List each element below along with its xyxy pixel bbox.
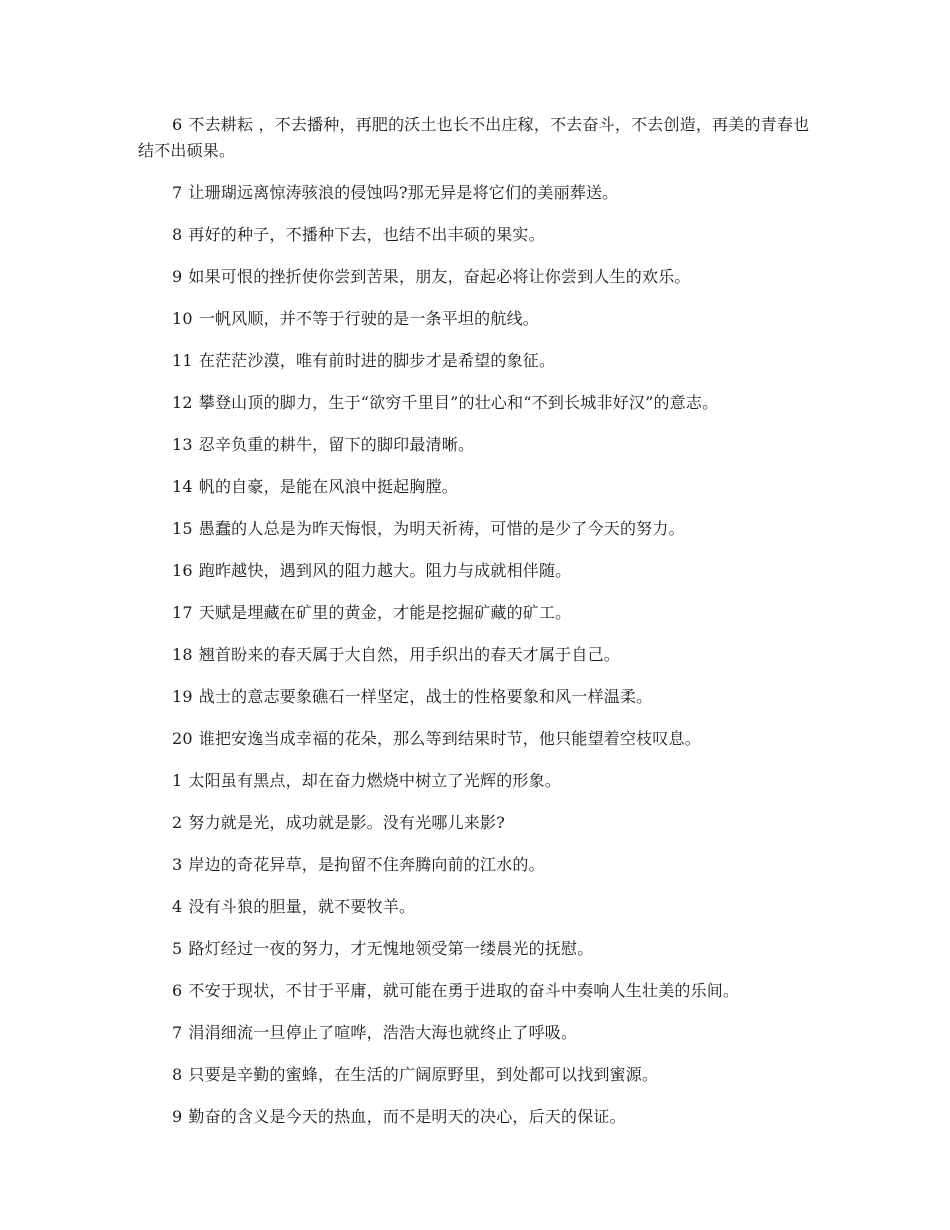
quote-text: 忍辛负重的耕牛，留下的脚印最清晰。: [198, 435, 475, 454]
quote-text: 不安于现状，不甘于平庸，就可能在勇于进取的奋斗中奏响人生壮美的乐间。: [188, 981, 740, 1000]
quote-text: 谁把安逸当成幸福的花朵，那么等到结果时节，他只能望着空枝叹息。: [198, 729, 701, 748]
quote-number: 7: [172, 1023, 183, 1042]
quote-text: 翘首盼来的春天属于大自然，用手织出的春天才属于自己。: [198, 645, 620, 664]
quote-paragraph: [138, 348, 818, 374]
quote-text: 不去耕耘 ，不去播种，再肥的沃土也长不出庄稼，不去奋斗，不去创造，再美的青春也结不出硕果。: [138, 115, 810, 160]
quote-paragraph: [138, 894, 818, 920]
quote-text: 让珊瑚远离惊涛骇浪的侵蚀吗?那无异是将它们的美丽葬送。: [188, 183, 619, 202]
quote-paragraph: [138, 768, 818, 794]
quote-text: 太阳虽有黑点，却在奋力燃烧中树立了光辉的形象。: [188, 771, 561, 790]
quote-number: 4: [172, 897, 183, 916]
quote-number: 9: [172, 267, 183, 286]
quote-paragraph: [138, 180, 818, 206]
quote-paragraph: [138, 1104, 818, 1130]
quote-paragraph: [138, 264, 818, 290]
quote-text: 没有斗狼的胆量，就不要牧羊。: [188, 897, 416, 916]
quote-number: 5: [172, 939, 183, 958]
quote-paragraph: [138, 936, 818, 962]
quote-number: 20: [172, 729, 193, 748]
quote-text: 愚蠢的人总是为昨天悔恨，为明天祈祷，可惜的是少了今天的努力。: [198, 519, 685, 538]
quote-paragraph: [138, 978, 818, 1004]
quote-number: 8: [172, 225, 183, 244]
quote-number: 13: [172, 435, 193, 454]
quote-text: 再好的种子，不播种下去，也结不出丰硕的果实。: [188, 225, 545, 244]
quote-paragraph: [138, 642, 818, 668]
quote-number: 8: [172, 1065, 183, 1084]
quote-text: 战士的意志要象礁石一样坚定，战士的性格要象和风一样温柔。: [198, 687, 653, 706]
quote-number: 14: [172, 477, 193, 496]
quote-text: 天赋是埋藏在矿里的黄金，才能是挖掘矿藏的矿工。: [198, 603, 572, 622]
quote-text: 如果可恨的挫折使你尝到苦果，朋友，奋起必将让你尝到人生的欢乐。: [188, 267, 691, 286]
quote-paragraph: [138, 852, 818, 878]
quote-paragraph: [138, 112, 818, 164]
quote-paragraph: [138, 474, 818, 500]
quote-paragraph: [138, 810, 818, 836]
quote-number: 1: [172, 771, 183, 790]
quote-number: 6: [172, 115, 183, 134]
quote-paragraph: [138, 558, 818, 584]
quote-paragraph: [138, 222, 818, 248]
quote-number: 6: [172, 981, 183, 1000]
quote-paragraph: [138, 1020, 818, 1046]
quote-paragraph: [138, 390, 818, 416]
quote-text: 岸边的奇花异草，是拘留不住奔腾向前的江水的。: [188, 855, 545, 874]
quote-number: 18: [172, 645, 193, 664]
quote-paragraph: [138, 600, 818, 626]
quote-number: 19: [172, 687, 193, 706]
quote-number: 3: [172, 855, 183, 874]
quote-text: 一帆风顺，并不等于行驶的是一条平坦的航线。: [198, 309, 539, 328]
quote-paragraph: [138, 684, 818, 710]
quote-text: 勤奋的含义是今天的热血，而不是明天的决心，后天的保证。: [188, 1107, 626, 1126]
quote-text: 努力就是光，成功就是影。没有光哪儿来影?: [188, 813, 505, 832]
quote-number: 9: [172, 1107, 183, 1126]
quote-number: 15: [172, 519, 193, 538]
quote-text: 攀登山顶的脚力，生于“欲穷千里目”的壮心和“不到长城非好汉”的意志。: [198, 393, 719, 412]
quote-paragraph: [138, 432, 818, 458]
quote-number: 10: [172, 309, 193, 328]
quote-paragraph: [138, 516, 818, 542]
quote-number: 17: [172, 603, 193, 622]
quote-number: 16: [172, 561, 193, 580]
document-body: [138, 112, 818, 1146]
quote-text: 只要是辛勤的蜜蜂，在生活的广阔原野里，到处都可以找到蜜源。: [188, 1065, 659, 1084]
quote-text: 在茫茫沙漠，唯有前时进的脚步才是希望的象征。: [198, 351, 556, 370]
quote-text: 路灯经过一夜的努力，才无愧地领受第一缕晨光的抚慰。: [188, 939, 594, 958]
quote-text: 帆的自豪，是能在风浪中挺起胸膛。: [198, 477, 458, 496]
quote-text: 涓涓细流一旦停止了喧哗，浩浩大海也就终止了呼吸。: [188, 1023, 578, 1042]
quote-number: 11: [172, 351, 193, 370]
quote-paragraph: [138, 726, 818, 752]
quote-text: 跑昨越快，遇到风的阻力越大。阻力与成就相伴随。: [198, 561, 572, 580]
quote-paragraph: [138, 306, 818, 332]
quote-number: 12: [172, 393, 193, 412]
quote-number: 7: [172, 183, 183, 202]
quote-number: 2: [172, 813, 183, 832]
quote-paragraph: [138, 1062, 818, 1088]
